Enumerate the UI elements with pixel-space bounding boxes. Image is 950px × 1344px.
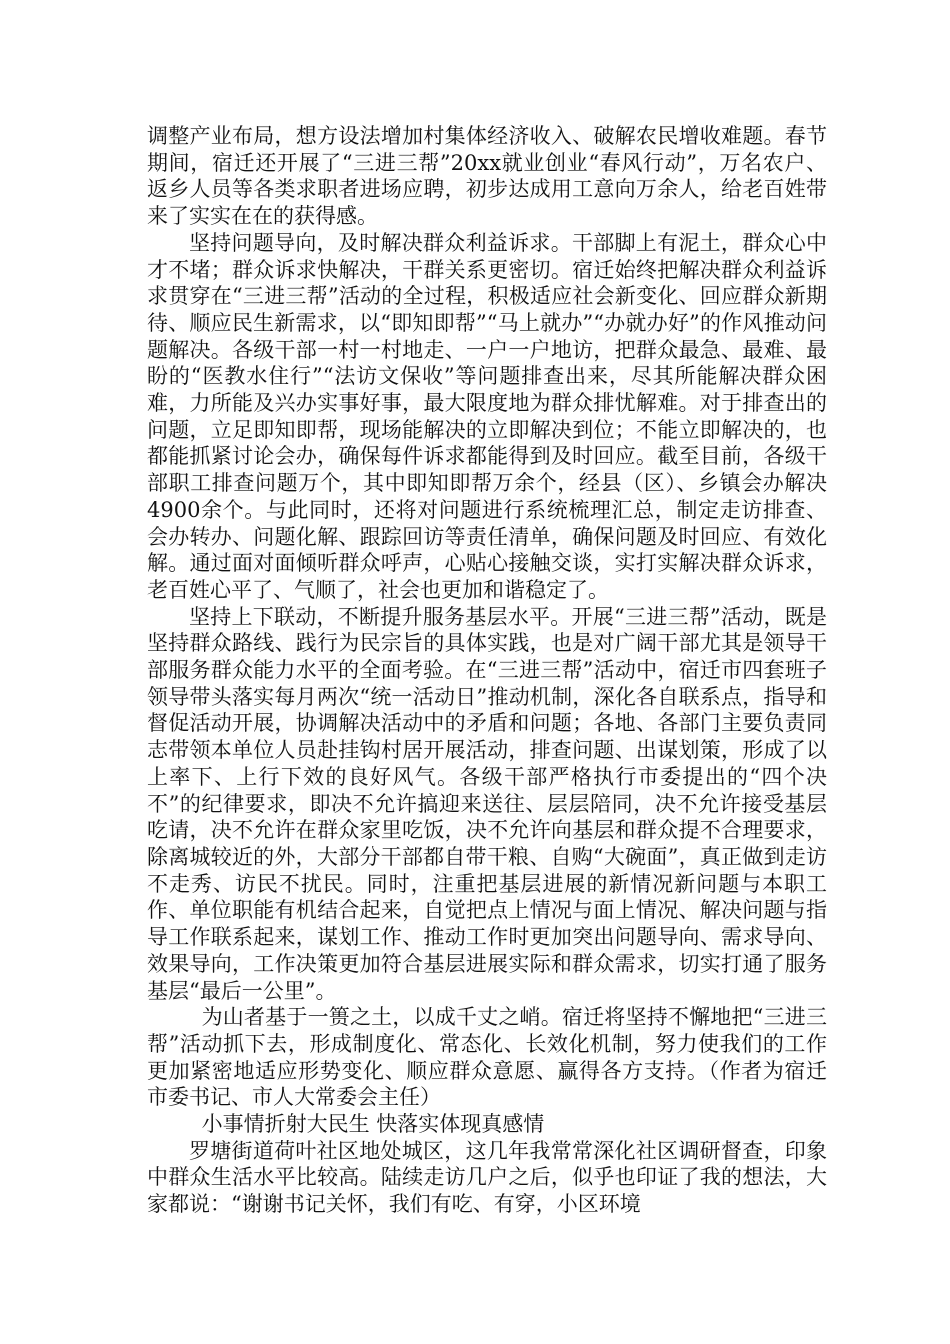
paragraph-industry-layout: 调整产业布局，想方设法增加村集体经济收入、破解农民增收难题。春节期间，宿迁还开展了“三进三帮”20xx就业创业“春风行动”，万名农户、返乡人员等各类求职者进场应聘，初步达成用工意向万余人，给老百姓带来了实实在在的获得感。 [147, 124, 827, 229]
article-body [147, 123, 827, 1218]
paragraph-upper-lower-linkage: 坚持上下联动，不断提升服务基层水平。开展“三进三帮”活动，既是坚持群众路线、践行为民宗旨的具体实践，也是对广阔干部尤其是领导干部服务群众能力水平的全面考验。在“三进三帮”活动中，宿迁市四套班子领导带头落实每月两次“统一活动日”推动机制，深化各自联系点，指导和督促活动开展，协调解决活动中的矛盾和问题；各地、各部门主要负责同志带领本单位人员赴挂钩村居开展活动，排查问题、出谋划策，形成了以上率下、上行下效的良好风气。各级干部严格执行市委提出的“四个决不”的纪律要求，即决不允许搞迎来送往、层层陪同，决不允许接受基层吃请，决不允许在群众家里吃饭，决不允许向基层和群众提不合理要求，除离城较近的外，大部分干部都自带干粮、自购“大碗面”，真正做到走访不走秀、访民不扰民。同时，注重把基层进展的新情况新问题与本职工作、单位职能有机结合起来，自觉把点上情况与面上情况、解决问题与指导工作联系起来，谋划工作、推动工作时更加突出问题导向、需求导向、效果导向，工作决策更加符合基层进展实际和群众需求，切实打通了服务基层“最后一公里”。 [147, 604, 827, 1003]
paragraph-luotang-community: 罗塘街道荷叶社区地处城区，这几年我常常深化社区调研督查，印象中群众生活水平比较高。陆续走访几户之后，似乎也印证了我的想法，大家都说：“谢谢书记关怀，我们有吃、有穿，小区环境 [147, 1138, 827, 1217]
paragraph-conclusion: 为山者基于一篑之土，以成千丈之峭。宿迁将坚持不懈地把“三进三帮”活动抓下去，形成制度化、常态化、长效化机制，努力使我们的工作更加紧密地适应形势变化、顺应群众意愿、赢得各方支持。（作者为宿迁市委书记、市人大常委会主任） [147, 1005, 827, 1110]
paragraph-problem-orientation: 坚持问题导向，及时解决群众利益诉求。干部脚上有泥土，群众心中才不堵；群众诉求快解决，干群关系更密切。宿迁始终把解决群众利益诉求贯穿在“三进三帮”活动的全过程，积极适应社会新变化、回应群众新期待、顺应民生新需求，以“即知即帮”“马上就办”“办就办好”的作风推动问题解决。各级干部一村一村地走、一户一户地访，把群众最急、最难、最盼的“医教水住行”“法访文保收”等问题排查出来，尽其所能解决群众困难，力所能及兴办实事好事，最大限度地为群众排忧解难。对于排查出的问题，立足即知即帮，现场能解决的立即解决到位；不能立即解决的，也都能抓紧讨论会办，确保每件诉求都能得到及时回应。截至目前，各级干部职工排查问题万个，其中即知即帮万余个，经县（区）、乡镇会办解决4900余个。与此同时，还将对问题进行系统梳理汇总，制定走访排查、会办转办、问题化解、跟踪回访等责任清单，确保问题及时回应、有效化解。通过面对面倾听群众呼声，心贴心接触交谈，实打实解决群众诉求，老百姓心平了、气顺了，社会也更加和谐稳定了。 [147, 230, 827, 602]
section-subtitle: 小事情折射大民生 快落实体现真感情 [201, 1112, 545, 1137]
